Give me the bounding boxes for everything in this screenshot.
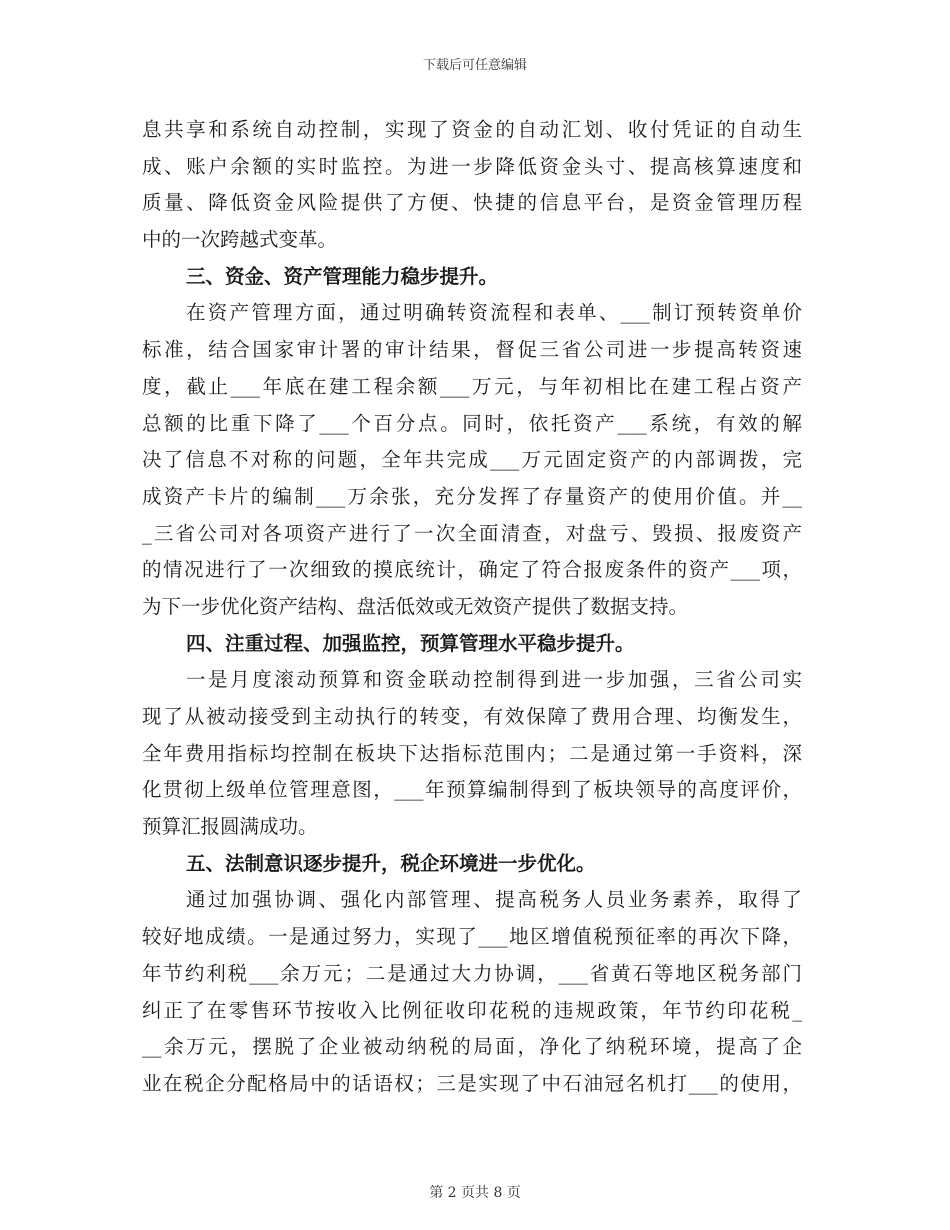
paragraph-line: _三省公司对各项资产进行了一次全面清查，对盘亏、毁损、报废资产 [142, 521, 802, 545]
paragraph-line: 在资产管理方面，通过明确转资流程和表单、___制订预转资单价 [186, 301, 802, 325]
paragraph-line: 标准，结合国家审计署的审计结果，督促三省公司进一步提高转资速 [142, 338, 802, 362]
paragraph-line: 较好地成绩。一是通过努力，实现了___地区增值税预征率的再次下降， [142, 925, 802, 949]
section-heading: 五、法制意识逐步提升，税企环境进一步优化。 [186, 851, 596, 875]
paragraph-line: 决了信息不对称的问题，全年共完成___万元固定资产的内部调拨，完 [142, 448, 802, 472]
paragraph-line: 通过加强协调、强化内部管理、提高税务人员业务素养，取得了 [186, 888, 802, 912]
paragraph-line: 全年费用指标均控制在板块下达指标范围内；二是通过第一手资料，深 [142, 741, 802, 765]
paragraph-line: 纠正了在零售环节按收入比例征收印花税的违规政策，年节约印花税_ [142, 998, 802, 1022]
paragraph-line: 年节约利税___余万元；二是通过大力协调，___省黄石等地区税务部门 [142, 961, 802, 985]
paragraph-line: 化贯彻上级单位管理意图，___年预算编制得到了板块领导的高度评价， [142, 778, 802, 802]
paragraph-line: 的情况进行了一次细致的摸底统计，确定了符合报废条件的资产___项， [142, 558, 802, 582]
section-heading: 三、资金、资产管理能力稳步提升。 [186, 264, 499, 288]
paragraph-line: 预算汇报圆满成功。 [142, 815, 318, 839]
paragraph-line: 质量、降低资金风险提供了方便、快捷的信息平台，是资金管理历程 [142, 191, 802, 215]
paragraph-line: __余万元，摆脱了企业被动纳税的局面，净化了纳税环境，提高了企 [142, 1035, 802, 1059]
paragraph-line: 一是月度滚动预算和资金联动控制得到进一步加强，三省公司实 [186, 668, 802, 692]
section-heading: 四、注重过程、加强监控，预算管理水平稳步提升。 [186, 631, 635, 655]
page-footer: 第 2 页共 8 页 [429, 1185, 521, 1201]
paragraph-line: 总额的比重下降了___个百分点。同时，依托资产___系统，有效的解 [142, 411, 802, 435]
page-header: 下载后可任意编辑 [422, 58, 527, 73]
paragraph-line: 度，截止___年底在建工程余额___万元，与年初相比在建工程占资产 [142, 374, 802, 398]
paragraph-line: 成资产卡片的编制___万余张，充分发挥了存量资产的使用价值。并__ [142, 484, 802, 508]
document-body [142, 112, 802, 1103]
paragraph-line: 现了从被动接受到主动执行的转变，有效保障了费用合理、均衡发生， [142, 705, 802, 728]
paragraph-line: 中的一次跨越式变革。 [142, 228, 338, 252]
paragraph-line: 息共享和系统自动控制，实现了资金的自动汇划、收付凭证的自动生 [142, 118, 802, 141]
paragraph-line: 成、账户余额的实时监控。为进一步降低资金头寸、提高核算速度和 [142, 154, 802, 178]
paragraph-line: 为下一步优化资产结构、盘活低效或无效资产提供了数据支持。 [142, 594, 689, 618]
paragraph-line: 业在税企分配格局中的话语权；三是实现了中石油冠名机打___的使用， [142, 1071, 802, 1095]
